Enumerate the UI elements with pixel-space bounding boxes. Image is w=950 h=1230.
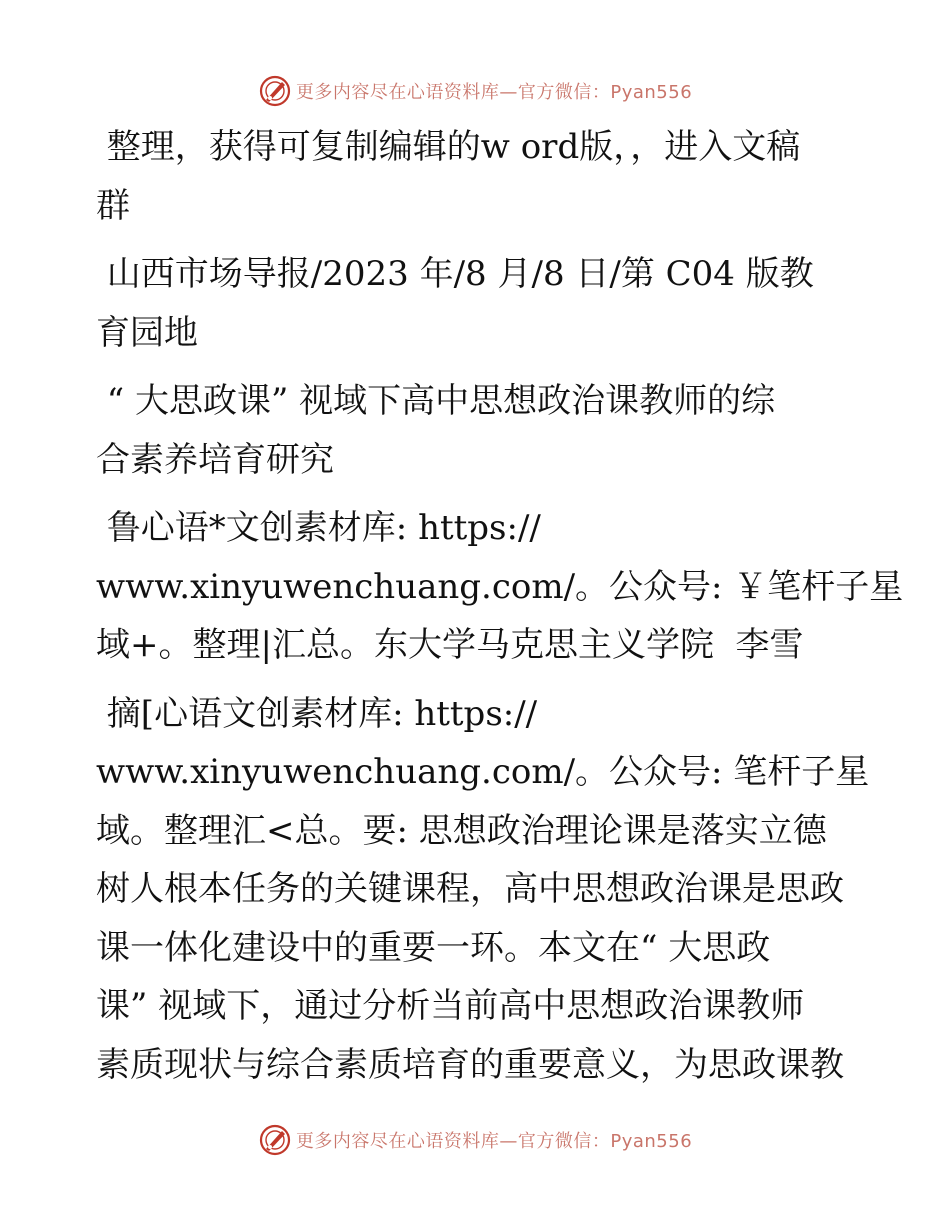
banner-text: 更多内容尽在心语资料库—官方微信：Pyan556 bbox=[295, 1131, 693, 1152]
header-banner bbox=[0, 71, 950, 111]
text-line: www.xinyuwenchuang.com/。公众号: 笔杆子星 bbox=[96, 752, 870, 792]
text-line: 素质现状与综合素质培育的重要意义，为思政课教 bbox=[96, 1044, 844, 1085]
paragraph-author bbox=[96, 499, 904, 675]
paragraph-source bbox=[96, 245, 856, 362]
text-line: 域+。整理|汇总。东大学马克思主义学院 李雪 bbox=[96, 625, 804, 665]
text-line: 课一体化建设中的重要一环。本文在“ 大思政 bbox=[96, 927, 771, 968]
text-line: 山西市场导报/2023 年/8 月/8 日/第 C04 版教 bbox=[96, 254, 814, 294]
text-line: www.xinyuwenchuang.com/。公众号: ￥笔杆子星 bbox=[96, 566, 904, 607]
text-line: 摘[心语文创素材库: https:// bbox=[96, 693, 538, 734]
text-line: 课” 视域下，通过分析当前高中思想政治课教师 bbox=[96, 986, 805, 1026]
text-line: “ 大思政课” 视域下高中思想政治课教师的综 bbox=[96, 381, 776, 421]
text-line: 域。整理汇<总。要: 思想政治理论课是落实立德 bbox=[96, 810, 827, 851]
pen-circle-logo-icon bbox=[258, 74, 292, 108]
paragraph-title bbox=[96, 372, 856, 489]
text-line: 合素养培育研究 bbox=[96, 439, 334, 480]
paragraph-intro bbox=[96, 118, 856, 235]
text-line: 树人根本任务的关键课程，高中思想政治课是思政 bbox=[96, 869, 844, 909]
text-line: 育园地 bbox=[96, 312, 198, 353]
paragraph-abstract bbox=[96, 685, 870, 1095]
document-body bbox=[96, 118, 904, 1094]
text-line: 群 bbox=[96, 185, 130, 226]
text-line: 鲁心语*文创素材库: https:// bbox=[96, 508, 541, 548]
footer-banner bbox=[0, 1120, 950, 1160]
pen-circle-logo-icon bbox=[258, 1123, 292, 1157]
text-line: 整理，获得可复制编辑的w ord版，，进入文稿 bbox=[96, 127, 801, 167]
banner-text: 更多内容尽在心语资料库—官方微信：Pyan556 bbox=[295, 82, 693, 103]
